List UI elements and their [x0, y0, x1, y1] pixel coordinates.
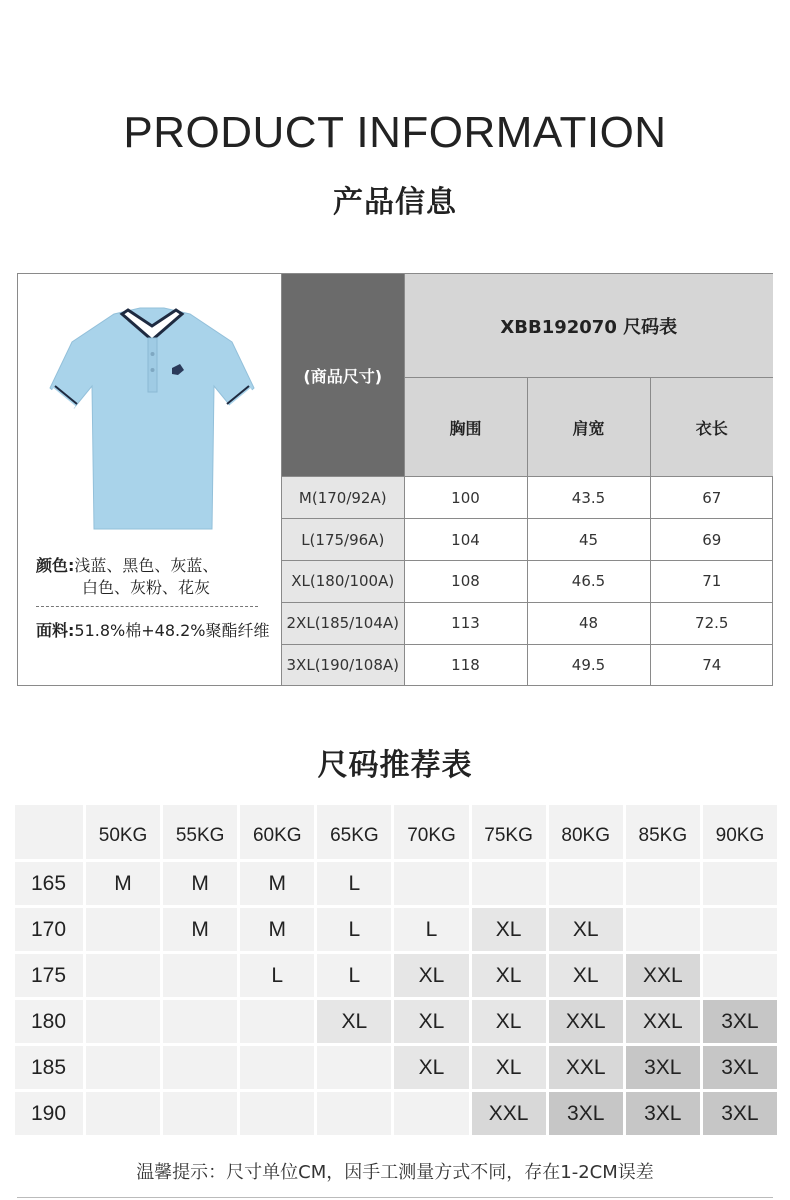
recommend-cell [86, 908, 160, 951]
recommend-cell: 3XL [549, 1092, 623, 1135]
measurement-tip: 温馨提示：尺寸单位CM，因手工测量方式不同，存在1-2CM误差 [136, 1162, 654, 1183]
size-row [282, 560, 773, 602]
recommend-cell: XXL [626, 954, 700, 997]
size-value-cell: 108 [404, 560, 527, 602]
recommend-cell: L [394, 908, 468, 951]
grid-corner [15, 805, 83, 859]
recommend-cell [86, 1046, 160, 1089]
size-value-cell: 74 [650, 644, 773, 685]
recommend-cell [86, 954, 160, 997]
recommend-cell: XXL [472, 1092, 546, 1135]
recommend-cell: L [240, 954, 314, 997]
size-name-cell: 3XL(190/108A) [282, 644, 404, 685]
height-header: 185 [15, 1046, 83, 1089]
weight-header: 85KG [626, 805, 700, 859]
size-value-cell: 113 [404, 602, 527, 644]
weight-header: 65KG [317, 805, 391, 859]
height-header: 165 [15, 862, 83, 905]
recommend-cell: XL [317, 1000, 391, 1043]
recommend-cell: 3XL [626, 1046, 700, 1089]
size-corner-label: (商品尺寸) [282, 274, 404, 477]
recommend-cell: 3XL [703, 1046, 777, 1089]
recommend-cell: XXL [626, 1000, 700, 1043]
color-label: 颜色: [36, 556, 75, 575]
recommend-cell: L [317, 908, 391, 951]
size-value-cell: 46.5 [527, 560, 650, 602]
size-value-cell: 104 [404, 519, 527, 561]
recommend-cell [394, 862, 468, 905]
recommend-title: 尺码推荐表 [317, 748, 473, 783]
recommend-cell: XXL [549, 1000, 623, 1043]
size-value-cell: 43.5 [527, 477, 650, 519]
height-header: 190 [15, 1092, 83, 1135]
weight-header: 70KG [394, 805, 468, 859]
size-value-cell: 49.5 [527, 644, 650, 685]
recommend-cell: XL [472, 954, 546, 997]
color-line-2: 白色、灰粉、花灰 [82, 578, 211, 597]
weight-header: 90KG [703, 805, 777, 859]
recommend-cell: L [317, 862, 391, 905]
recommend-cell: XL [472, 1046, 546, 1089]
size-row [282, 477, 773, 519]
recommend-cell [549, 862, 623, 905]
product-panel [18, 274, 282, 685]
size-chart-title: XBB192070 尺码表 [404, 274, 773, 378]
recommend-cell: XL [549, 954, 623, 997]
height-header: 180 [15, 1000, 83, 1043]
recommend-cell: XL [394, 954, 468, 997]
recommend-cell [163, 954, 237, 997]
column-chest: 胸围 [404, 378, 527, 477]
recommend-cell: 3XL [703, 1092, 777, 1135]
size-row [282, 644, 773, 685]
weight-header: 60KG [240, 805, 314, 859]
size-chart-table [282, 274, 773, 685]
recommend-cell: XL [472, 908, 546, 951]
recommend-cell: M [163, 908, 237, 951]
recommend-cell [240, 1000, 314, 1043]
recommend-cell [86, 1092, 160, 1135]
weight-header: 50KG [86, 805, 160, 859]
size-row [282, 602, 773, 644]
recommend-cell: M [86, 862, 160, 905]
fabric-value: 51.8%棉+48.2%聚酯纤维 [74, 621, 270, 640]
recommend-cell: 3XL [703, 1000, 777, 1043]
title-chinese: 产品信息 [333, 185, 457, 220]
recommend-cell [317, 1092, 391, 1135]
recommend-cell: XL [394, 1046, 468, 1089]
column-length: 衣长 [650, 378, 773, 477]
bottom-divider [17, 1197, 773, 1198]
size-name-cell: M(170/92A) [282, 477, 404, 519]
size-name-cell: 2XL(185/104A) [282, 602, 404, 644]
recommend-cell [703, 862, 777, 905]
recommend-cell: XL [472, 1000, 546, 1043]
recommend-cell: XL [549, 908, 623, 951]
size-value-cell: 72.5 [650, 602, 773, 644]
fabric-label: 面料: [36, 621, 75, 640]
recommend-cell [163, 1046, 237, 1089]
recommend-cell [240, 1046, 314, 1089]
recommend-cell [703, 908, 777, 951]
weight-header: 80KG [549, 805, 623, 859]
recommend-cell [317, 1046, 391, 1089]
recommend-grid [15, 805, 777, 1135]
size-row [282, 519, 773, 561]
size-value-cell: 67 [650, 477, 773, 519]
size-name-cell: L(175/96A) [282, 519, 404, 561]
recommend-cell [163, 1000, 237, 1043]
product-info-box [17, 273, 773, 686]
size-value-cell: 48 [527, 602, 650, 644]
polo-shirt-image [44, 304, 260, 534]
fabric-spec [36, 618, 276, 644]
title-english: PRODUCT INFORMATION [123, 108, 667, 157]
recommend-cell: M [240, 908, 314, 951]
height-header: 175 [15, 954, 83, 997]
recommend-cell [626, 862, 700, 905]
size-value-cell: 118 [404, 644, 527, 685]
size-value-cell: 71 [650, 560, 773, 602]
recommend-cell: L [317, 954, 391, 997]
column-shoulder: 肩宽 [527, 378, 650, 477]
weight-header: 55KG [163, 805, 237, 859]
recommend-cell: M [163, 862, 237, 905]
recommend-cell: XL [394, 1000, 468, 1043]
height-header: 170 [15, 908, 83, 951]
recommend-cell: M [240, 862, 314, 905]
size-value-cell: 45 [527, 519, 650, 561]
recommend-cell [472, 862, 546, 905]
recommend-cell [626, 908, 700, 951]
recommend-cell [703, 954, 777, 997]
size-value-cell: 69 [650, 519, 773, 561]
size-name-cell: XL(180/100A) [282, 560, 404, 602]
recommend-cell [394, 1092, 468, 1135]
color-line-1: 浅蓝、黑色、灰蓝、 [74, 556, 219, 575]
color-spec [36, 555, 276, 599]
recommend-cell: XXL [549, 1046, 623, 1089]
recommend-cell [163, 1092, 237, 1135]
weight-header: 75KG [472, 805, 546, 859]
recommend-cell [86, 1000, 160, 1043]
size-value-cell: 100 [404, 477, 527, 519]
recommend-cell: 3XL [626, 1092, 700, 1135]
recommend-cell [240, 1092, 314, 1135]
divider [36, 606, 258, 607]
